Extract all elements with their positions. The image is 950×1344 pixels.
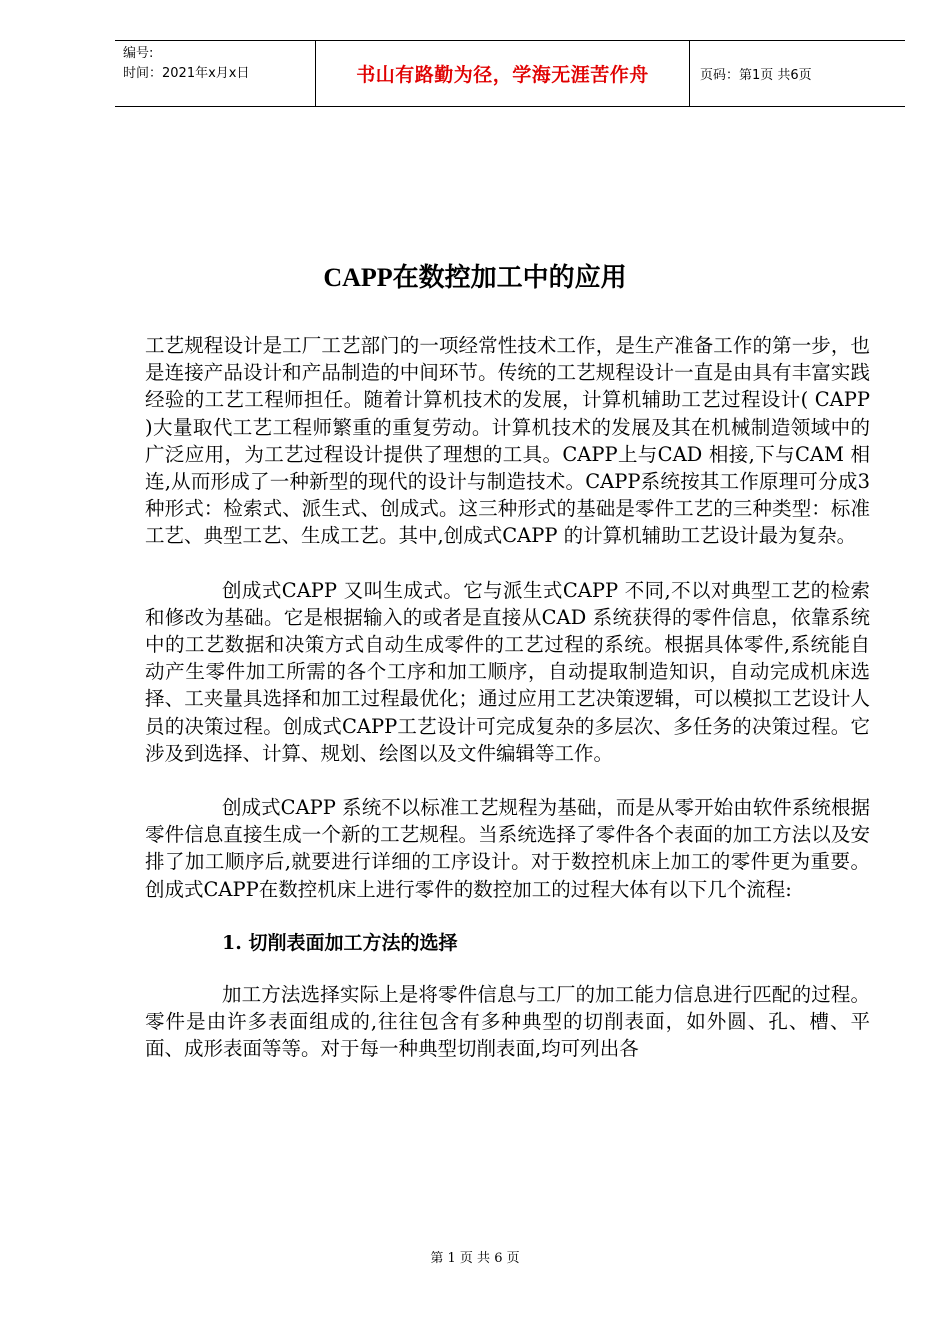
paragraph-generative-process: 创成式CAPP 系统不以标准工艺规程为基础，而是从零开始由软件系统根据零件信息直接生成一个新的工艺规程。当系统选择了零件各个表面的加工方法以及安排了加工顺序后,就要进行详细的工序设计。对于数控机床上加工的零件更为重要。创成式CAPP在数控机床上进行零件的数控加工的过程大体有以下几个流程:: [145, 796, 870, 901]
paragraph-generative-capp: 创成式CAPP 又叫生成式。它与派生式CAPP 不同,不以对典型工艺的检索和修改为基础。它是根据输入的或者是直接从CAD 系统获得的零件信息，依靠系统中的工艺数据和决策方式自动生成零件的工艺过程的系统。根据具体零件,系统能自动产生零件加工所需的各个工序和加工顺序，自动提取制造知识，自动完成机床选择、工夹量具选择和加工过程最优化；通过应用工艺决策逻辑，可以模拟工艺设计人员的决策过程。创成式CAPP工艺设计可完成复杂的多层次、多任务的决策过程。它涉及到选择、计算、规划、绘图以及文件编辑等工作。: [145, 578, 870, 765]
document-time-label: 时间：2021年x月x日: [123, 66, 250, 81]
paragraph-method-selection: 加工方法选择实际上是将零件信息与工厂的加工能力信息进行匹配的过程。零件是由许多表面组成的,往往包含有多种典型的切削表面，如外圆、孔、槽、平面、成形表面等等。对于每一种典型切削表面,均可列出各: [145, 983, 870, 1061]
page-header: [115, 40, 905, 107]
header-motto: 书山有路勤为径，学海无涯苦作舟: [315, 41, 690, 106]
header-meta: [115, 41, 315, 106]
document-body: [145, 332, 870, 1063]
section-heading: 1. 切削表面加工方法的选择: [222, 931, 458, 954]
document-title: CAPP在数控加工中的应用: [323, 263, 627, 292]
page-footer: 第 1 页 共 6 页: [430, 1251, 520, 1266]
paragraph-intro: 工艺规程设计是工厂工艺部门的一项经常性技术工作，是生产准备工作的第一步，也是连接产品设计和产品制造的中间环节。传统的工艺规程设计一直是由具有丰富实践经验的工艺工程师担任。随着计算机技术的发展，计算机辅助工艺过程设计( CAPP )大量取代工艺工程师繁重的重复劳动。计算机技术的发展及其在机械制造领域中的广泛应用，为工艺过程设计提供了理想的工具。CAPP上与CAD 相接,下与CAM 相连,从而形成了一种新型的现代的设计与制造技术。CAPP系统按其工作原理可分成3 种形式：检索式、派生式、创成式。这三种形式的基础是零件工艺的三种类型：标准工艺、典型工艺、生成工艺。其中,创成式CAPP 的计算机辅助工艺设计最为复杂。: [145, 334, 870, 548]
document-number-label: 编号:: [123, 46, 154, 61]
header-page-info: 页码：第1页 共6页: [700, 68, 812, 83]
